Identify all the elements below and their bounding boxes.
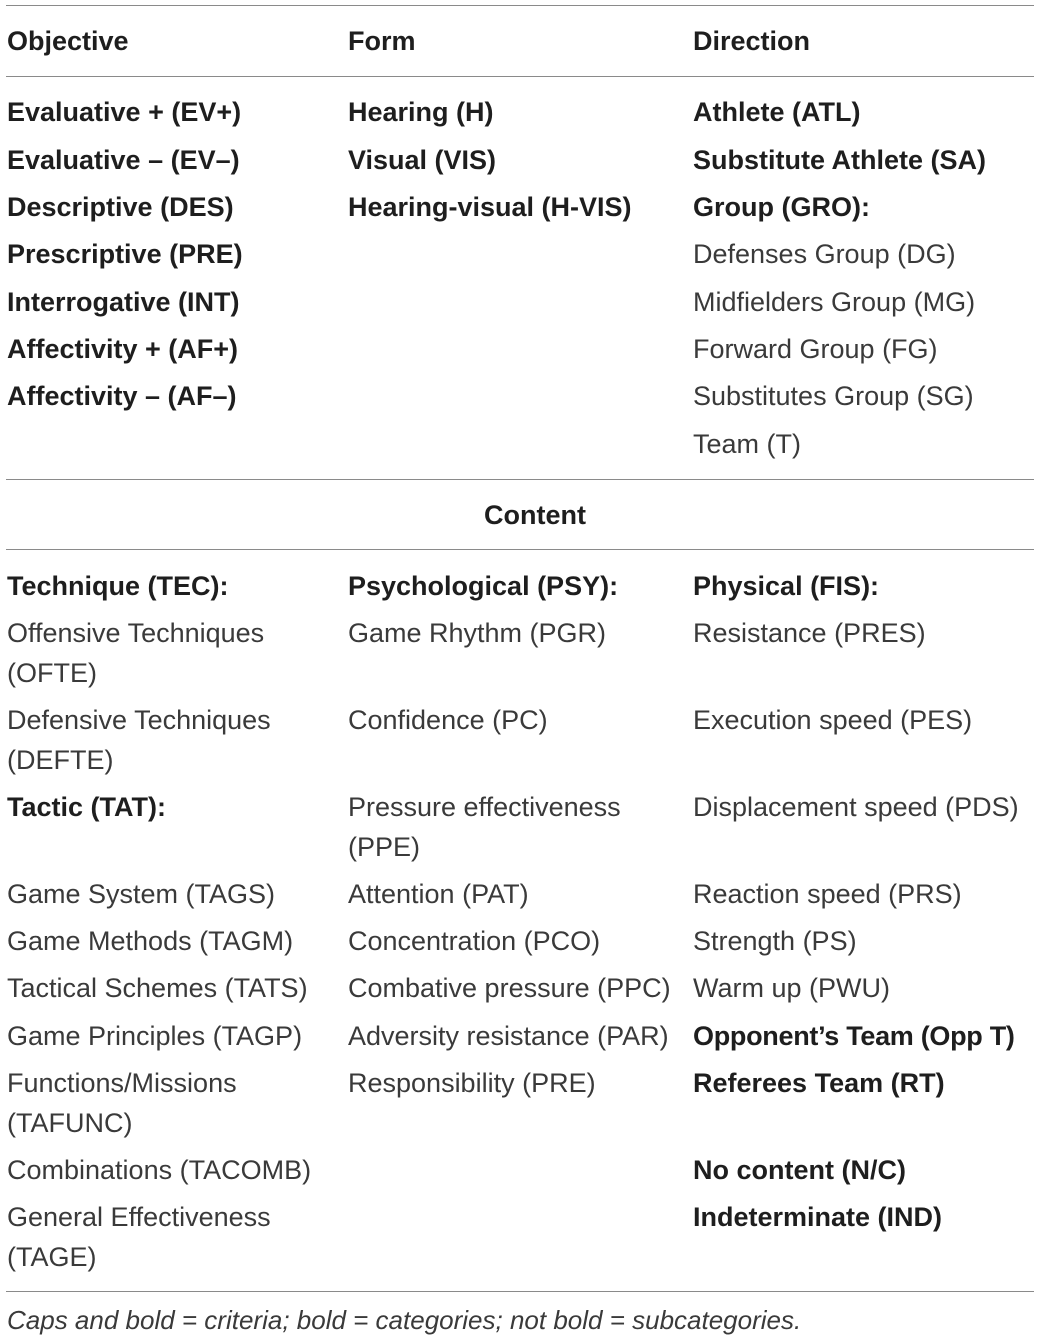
objective-item: Affectivity – (AF–)	[7, 381, 237, 411]
subcategory: Game Rhythm (PGR)	[348, 618, 607, 648]
subcategory: Resistance (PRES)	[693, 618, 926, 648]
subcategory: Responsibility (PRE)	[348, 1068, 596, 1098]
subcategory: Execution speed (PES)	[693, 705, 973, 735]
objective-item: Affectivity + (AF+)	[7, 334, 239, 364]
direction-subitem: Team (T)	[693, 429, 801, 459]
subcategory: Game System (TAGS)	[7, 879, 276, 909]
header-rule	[6, 76, 1034, 77]
direction-subitem: Substitutes Group (SG)	[693, 381, 974, 411]
header-objective: Objective	[7, 26, 129, 56]
subcategory: General Effectiveness	[7, 1202, 271, 1232]
indeterminate-category: Indeterminate (IND)	[693, 1202, 943, 1232]
table-footnote: Caps and bold = criteria; bold = categories; not bold = subcategories.	[7, 1305, 802, 1335]
objective-item: Evaluative + (EV+)	[7, 97, 242, 127]
subcategory: Confidence (PC)	[348, 705, 548, 735]
subcategory: Warm up (PWU)	[693, 973, 890, 1003]
subcategory: Game Methods (TAGM)	[7, 926, 294, 956]
subcategory: Concentration (PCO)	[348, 926, 601, 956]
subcategory: Strength (PS)	[693, 926, 857, 956]
objective-item: Prescriptive (PRE)	[7, 239, 243, 269]
direction-item: Group (GRO):	[693, 192, 870, 222]
direction-subitem: Forward Group (FG)	[693, 334, 938, 364]
subcategory: Offensive Techniques	[7, 618, 265, 648]
opponent-category: Opponent’s Team (Opp T)	[693, 1021, 1015, 1051]
technique-category: Technique (TEC):	[7, 571, 229, 601]
subcategory: (DEFTE)	[7, 745, 114, 775]
subcategory: Attention (PAT)	[348, 879, 529, 909]
direction-item: Athlete (ATL)	[693, 97, 861, 127]
subcategory: (PPE)	[348, 832, 421, 862]
subcategory: Tactical Schemes (TATS)	[7, 973, 308, 1003]
direction-item: Substitute Athlete (SA)	[693, 145, 986, 175]
subcategory: Reaction speed (PRS)	[693, 879, 962, 909]
subcategory: Defensive Techniques	[7, 705, 271, 735]
objective-item: Evaluative – (EV–)	[7, 145, 240, 175]
content-bottom-rule	[6, 549, 1034, 550]
no-content-category: No content (N/C)	[693, 1155, 906, 1185]
tactic-category: Tactic (TAT):	[7, 792, 166, 822]
table-top-rule	[6, 5, 1034, 6]
referees-category: Referees Team (RT)	[693, 1068, 945, 1098]
subcategory: Combinations (TACOMB)	[7, 1155, 312, 1185]
subcategory: Adversity resistance (PAR)	[348, 1021, 669, 1051]
subcategory: Pressure effectiveness	[348, 792, 621, 822]
form-item: Hearing-visual (H-VIS)	[348, 192, 632, 222]
content-heading: Content	[484, 500, 586, 530]
physical-category: Physical (FIS):	[693, 571, 880, 601]
header-form: Form	[348, 26, 416, 56]
direction-subitem: Defenses Group (DG)	[693, 239, 956, 269]
subcategory: (OFTE)	[7, 658, 97, 688]
form-item: Hearing (H)	[348, 97, 494, 127]
table-bottom-rule	[6, 1291, 1034, 1292]
form-item: Visual (VIS)	[348, 145, 497, 175]
direction-subitem: Midfielders Group (MG)	[693, 287, 976, 317]
header-direction: Direction	[693, 26, 811, 56]
subcategory: Functions/Missions	[7, 1068, 237, 1098]
objective-item: Interrogative (INT)	[7, 287, 240, 317]
psychological-category: Psychological (PSY):	[348, 571, 619, 601]
subcategory: (TAFUNC)	[7, 1108, 133, 1138]
subcategory: (TAGE)	[7, 1242, 97, 1272]
content-top-rule	[6, 479, 1034, 480]
objective-item: Descriptive (DES)	[7, 192, 234, 222]
subcategory: Combative pressure (PPC)	[348, 973, 671, 1003]
subcategory: Game Principles (TAGP)	[7, 1021, 303, 1051]
subcategory: Displacement speed (PDS)	[693, 792, 1019, 822]
